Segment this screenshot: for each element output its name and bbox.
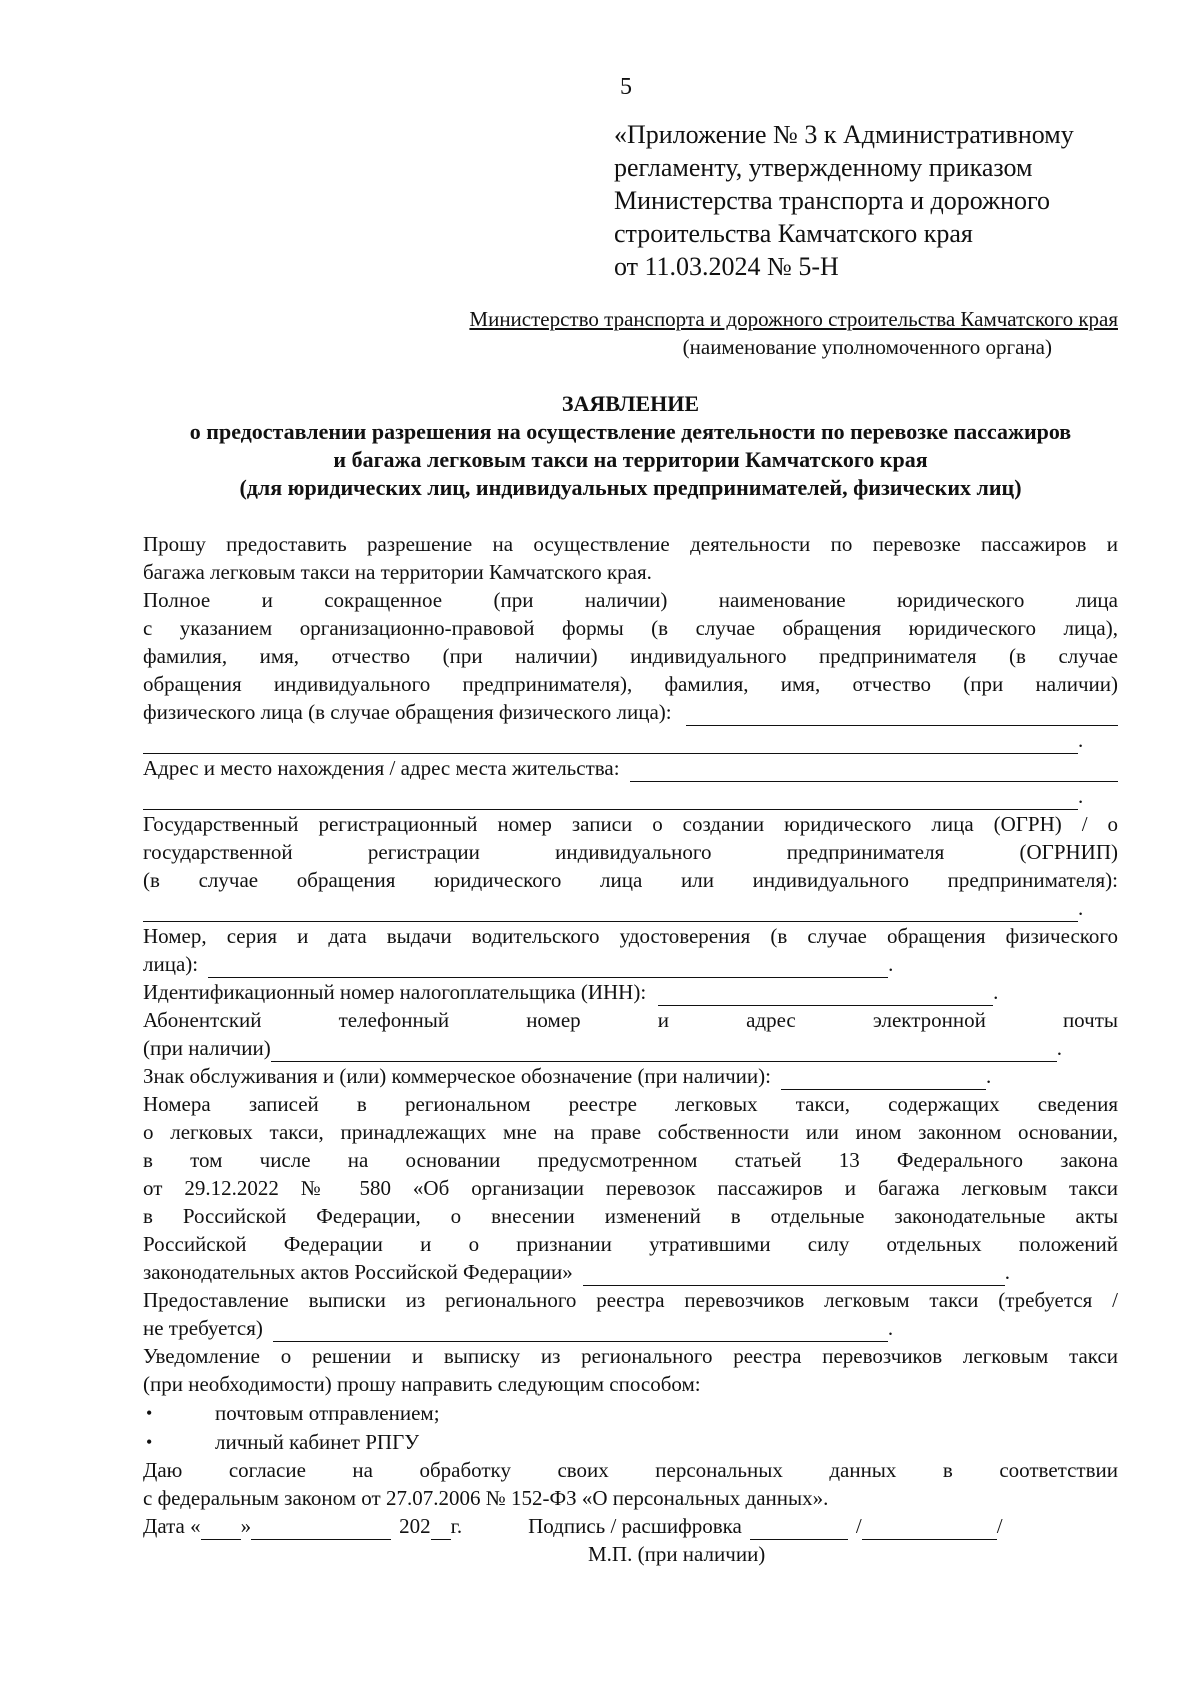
period: . bbox=[887, 1316, 894, 1340]
signature-blank[interactable] bbox=[750, 1519, 848, 1540]
consent-line: с федеральным законом от 27.07.2006 № 152-ФЗ «О персональных данных». bbox=[143, 1486, 829, 1510]
document-title bbox=[143, 390, 1118, 502]
address-label: Адрес и место нахождения / адрес места жительства: bbox=[143, 756, 620, 780]
fullname-line: Полное и сокращенное (при наличии) наименование юридического лица bbox=[143, 588, 1118, 612]
phone-field-row bbox=[143, 1034, 1118, 1062]
delivery-option-mail bbox=[143, 1398, 1118, 1427]
bullet-icon: • bbox=[146, 1402, 153, 1423]
title-line: (для юридических лиц, индивидуальных предпринимателей, физических лиц) bbox=[239, 475, 1022, 500]
registry-line: Номера записей в региональном реестре легковых такси, содержащих сведения bbox=[143, 1092, 1118, 1116]
appendix-reference bbox=[614, 118, 1074, 283]
ogrn-line: Государственный регистрационный номер записи о создании юридического лица (ОГРН) / о bbox=[143, 812, 1118, 836]
title-line: и багажа легковым такси на территории Камчатского края bbox=[333, 447, 928, 472]
registry-blank[interactable] bbox=[583, 1265, 1005, 1286]
registry-line: в Российской Федерации, о внесении изменений в отдельные законодательные акты bbox=[143, 1204, 1118, 1228]
fullname-line: физического лица (в случае обращения физического лица): bbox=[143, 700, 672, 724]
authority-caption: (наименование уполномоченного органа) bbox=[682, 335, 1052, 359]
period: . bbox=[1078, 896, 1084, 920]
fullname-line: обращения индивидуального предпринимателя), фамилия, имя, отчество (при наличии) bbox=[143, 672, 1118, 696]
period: . bbox=[1078, 784, 1084, 808]
fullname-blank[interactable] bbox=[686, 705, 1118, 726]
appendix-line: строительства Камчатского края bbox=[614, 219, 973, 248]
notify-line: (при необходимости) прошу направить следующим способом: bbox=[143, 1372, 701, 1396]
signature-label: Подпись / расшифровка bbox=[528, 1514, 742, 1538]
extract-field-row bbox=[143, 1314, 1118, 1342]
date-month-blank[interactable] bbox=[251, 1519, 391, 1540]
notify-line: Уведомление о решении и выписку из регионального реестра перевозчиков легковым такси bbox=[143, 1344, 1118, 1368]
application-body bbox=[143, 530, 1118, 1568]
registry-field-row bbox=[143, 1258, 1118, 1286]
request-paragraph-line: багажа легковым такси на территории Камчатского края. bbox=[143, 560, 652, 584]
appendix-line: «Приложение № 3 к Административному bbox=[614, 120, 1074, 149]
consent-line: Даю согласие на обработку своих персональных данных в соответствии bbox=[143, 1458, 1118, 1482]
inn-label: Идентификационный номер налогоплательщика (ИНН): bbox=[143, 980, 647, 1004]
signature-slash: / bbox=[996, 1514, 1003, 1538]
registry-line: Российской Федерации и о признании утратившими силу отдельных положений bbox=[143, 1232, 1118, 1256]
stamp-note: М.П. (при наличии) bbox=[588, 1542, 766, 1566]
signature-row bbox=[143, 1512, 1118, 1540]
ogrn-line: государственной регистрации индивидуального предпринимателя (ОГРНИП) bbox=[143, 840, 1118, 864]
delivery-option-label: почтовым отправлением; bbox=[215, 1400, 440, 1425]
title-heading: ЗАЯВЛЕНИЕ bbox=[561, 391, 700, 416]
delivery-option-label: личный кабинет РПГУ bbox=[215, 1429, 420, 1454]
signature-slash: / bbox=[855, 1514, 862, 1538]
date-year-suffix: г. bbox=[450, 1514, 463, 1538]
brand-row bbox=[143, 1062, 1118, 1090]
appendix-line: от 11.03.2024 № 5-Н bbox=[614, 252, 839, 281]
date-year-prefix: 202 bbox=[399, 1514, 431, 1538]
inn-blank[interactable] bbox=[658, 985, 993, 1006]
extract-line: Предоставление выписки из регионального реестра перевозчиков легковым такси (требуется / bbox=[143, 1288, 1118, 1312]
page-number: 5 bbox=[620, 74, 632, 100]
period: . bbox=[1056, 1036, 1062, 1060]
request-paragraph-line: Прошу предоставить разрешение на осуществление деятельности по перевозке пассажиров и bbox=[143, 532, 1118, 556]
fullname-blank-2[interactable] bbox=[143, 733, 1078, 754]
period: . bbox=[993, 980, 999, 1004]
registry-line: законодательных актов Российской Федерации» bbox=[143, 1260, 573, 1284]
license-blank[interactable] bbox=[208, 957, 888, 978]
ogrn-line: (в случае обращения юридического лица или индивидуального предпринимателя): bbox=[143, 868, 1118, 892]
address-blank-2[interactable] bbox=[143, 789, 1078, 810]
extract-blank[interactable] bbox=[273, 1321, 888, 1342]
date-quote-close: » bbox=[240, 1514, 252, 1538]
registry-line: в том числе на основании предусмотренном статьей 13 Федерального закона bbox=[143, 1148, 1118, 1172]
address-row bbox=[143, 754, 1118, 782]
license-field-row bbox=[143, 950, 1118, 978]
extract-line: не требуется) bbox=[143, 1316, 263, 1340]
delivery-option-portal bbox=[143, 1427, 1118, 1456]
authority-name: Министерство транспорта и дорожного строительства Камчатского края bbox=[469, 307, 1118, 331]
title-line: о предоставлении разрешения на осуществление деятельности по перевозке пассажиров bbox=[189, 419, 1072, 444]
fullname-line: фамилия, имя, отчество (при наличии) индивидуального предпринимателя (в случае bbox=[143, 644, 1118, 668]
brand-blank[interactable] bbox=[781, 1069, 986, 1090]
date-day-blank[interactable] bbox=[201, 1519, 241, 1540]
date-prefix: Дата « bbox=[143, 1514, 201, 1538]
period: . bbox=[1004, 1260, 1010, 1284]
ogrn-field-row bbox=[143, 894, 1118, 922]
address-blank[interactable] bbox=[630, 761, 1118, 782]
address-continuation-row bbox=[143, 782, 1118, 810]
phone-blank[interactable] bbox=[271, 1041, 1057, 1062]
license-line: Номер, серия и дата выдачи водительского удостоверения (в случае обращения физического bbox=[143, 924, 1118, 948]
phone-line: Абонентский телефонный номер и адрес электронной почты bbox=[143, 1008, 1118, 1032]
phone-line: (при наличии) bbox=[143, 1036, 271, 1060]
period: . bbox=[986, 1064, 992, 1088]
date-year-blank[interactable] bbox=[431, 1519, 451, 1540]
fullname-continuation-row bbox=[143, 726, 1118, 754]
ogrn-blank[interactable] bbox=[143, 901, 1078, 922]
brand-label: Знак обслуживания и (или) коммерческое обозначение (при наличии): bbox=[143, 1064, 771, 1088]
appendix-line: Министерства транспорта и дорожного bbox=[614, 186, 1051, 215]
registry-line: от 29.12.2022 № 580 «Об организации перевозок пассажиров и багажа легковым такси bbox=[143, 1176, 1118, 1200]
inn-row bbox=[143, 978, 1118, 1006]
period: . bbox=[1078, 728, 1084, 752]
signature-decoding-blank[interactable] bbox=[862, 1519, 997, 1540]
fullname-line: с указанием организационно-правовой формы (в случае обращения юридического лица), bbox=[143, 616, 1118, 640]
fullname-field-row bbox=[143, 698, 1118, 726]
period: . bbox=[888, 952, 894, 976]
license-line: лица): bbox=[143, 952, 199, 976]
bullet-icon: • bbox=[146, 1431, 153, 1452]
registry-line: о легковых такси, принадлежащих мне на праве собственности или ином законном основании, bbox=[143, 1120, 1118, 1144]
appendix-line: регламенту, утвержденному приказом bbox=[614, 153, 1033, 182]
